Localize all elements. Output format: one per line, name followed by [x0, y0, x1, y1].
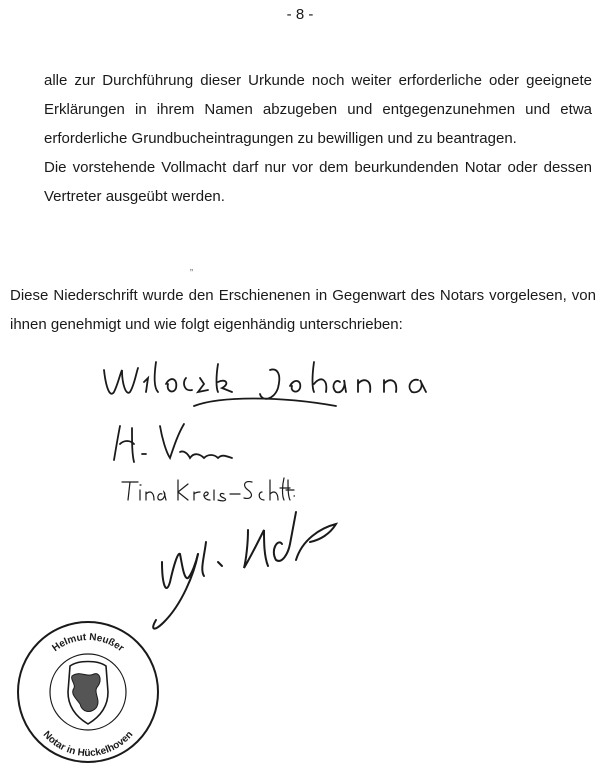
ink-speck: „: [190, 262, 193, 272]
body-paragraph-1: [44, 66, 592, 211]
signature-tina-kreis-schiffer: [120, 472, 295, 506]
body-text-authority: alle zur Durchführung dieser Urkunde noch weiter erforderliche oder geeignete Erklärungen in ihrem Namen abzugeben und entgegenzunehmen und etwa erforderliche Grundbucheintragungen zu bewilligen und zu beantragen.: [44, 72, 592, 147]
notary-seal: [14, 618, 162, 771]
signature-m-nda: [140, 504, 350, 644]
seal-bottom-text: Notar in Hückelhoven: [40, 729, 136, 760]
seal-top-text: Helmut Neußer: [50, 631, 126, 655]
body-text-power-of-attorney: Die vorstehende Vollmacht darf nur vor dem beurkundenden Notar oder dessen Vertreter ausgeübt werden.: [44, 159, 592, 205]
signature-wilczek-johanna: [100, 348, 450, 428]
body-paragraph-2: Diese Niederschrift wurde den Erschienenen in Gegenwart des Notars vorgelesen, von ihnen genehmigt und wie folgt eigenhändig unterschrieben:: [10, 287, 596, 333]
signature-m-kiss: [108, 418, 248, 468]
page-number: - 8 -: [286, 6, 314, 23]
